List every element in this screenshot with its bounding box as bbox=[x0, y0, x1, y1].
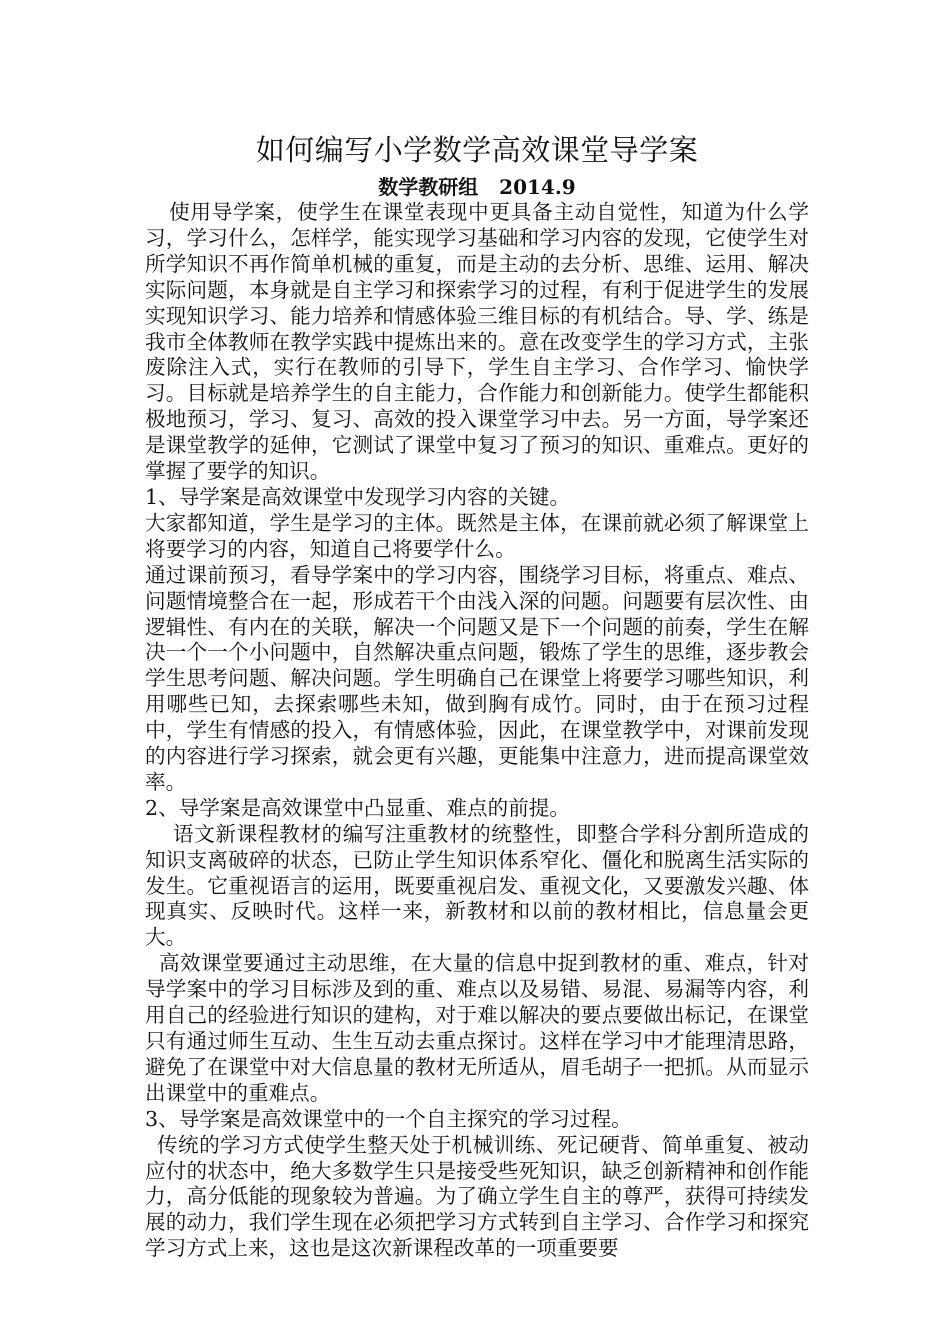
document-page bbox=[145, 128, 809, 1262]
paragraph-intro: 使用导学案，使学生在课堂表现中更具备主动自觉性，知道为什么学习，学习什么，怎样学，能实现学习基础和学习内容的发现，它使学生对所学知识不再作简单机械的重复，而是主动的去分析、思维、运用、解决实际问题，本身就是自主学习和探索学习的过程，有利于促进学生的发展实现知识学习、能力培养和情感体验三维目标的有机结合。导、学、练是我市全体教师在教学实践中提炼出来的。意在改变学生的学习方式，主张废除注入式，实行在教师的引导下，学生自主学习、合作学习、愉快学习。目标就是培养学生的自主能力，合作能力和创新能力。使学生都能积极地预习，学习、复习、高效的投入课堂学习中去。另一方面，导学案还是课堂教学的延伸，它测试了课堂中复习了预习的知识、重难点。更好的掌握了要学的知识。 bbox=[145, 200, 809, 484]
paragraph-2b: 高效课堂要通过主动思维，在大量的信息中捉到教材的重、难点，针对导学案中的学习目标涉及到的重、难点以及易错、易混、易漏等内容，利用自己的经验进行知识的建构，对于难以解决的要点要做出标记，在课堂只有通过师生互动、生生互动去重点探讨。这样在学习中才能理清思路，避免了在课堂中对大信息量的教材无所适从，眉毛胡子一把抓。从而显示出课堂中的重难点。 bbox=[145, 951, 809, 1105]
paragraph-3a: 传统的学习方式使学生整天处于机械训练、死记硬背、简单重复、被动应付的状态中，绝大多数学生只是接受些死知识，缺乏创新精神和创作能力，高分低能的现象较为普遍。为了确立学生自主的尊严，获得可持续发展的动力，我们学生现在必须把学习方式转到自主学习、合作学习和探究学习方式上来，这也是这次新课程改革的一项重要要 bbox=[145, 1132, 809, 1261]
document-title: 如何编写小学数学高效课堂导学案 bbox=[255, 133, 699, 167]
section-heading-2: 2、导学案是高效课堂中凸显重、难点的前提。 bbox=[145, 795, 570, 820]
section-heading-3: 3、导学案是高效课堂中的一个自主探究的学习过程。 bbox=[145, 1106, 632, 1131]
paragraph-1a: 大家都知道，学生是学习的主体。既然是主体，在课前就必须了解课堂上将要学习的内容，知道自己将要学什么。 bbox=[145, 510, 809, 561]
section-heading-1: 1、导学案是高效课堂中发现学习内容的关键。 bbox=[145, 484, 570, 509]
document-subtitle: 数学教研组 2014.9 bbox=[378, 175, 576, 199]
paragraph-2a: 语文新课程教材的编写注重教材的统整性，即整合学科分割所造成的知识支离破碎的状态，已防止学生知识体系窄化、僵化和脱离生活实际的发生。它重视语言的运用，既要重视启发、重视文化，又要激发兴趣、体现真实、反映时代。这样一来，新教材和以前的教材相比，信息量会更大。 bbox=[145, 821, 809, 950]
paragraph-1b: 通过课前预习，看导学案中的学习内容，围绕学习目标，将重点、难点、问题情境整合在一起，形成若干个由浅入深的问题。问题要有层次性、由逻辑性、有内在的关联，解决一个问题又是下一个问题的前奏，学生在解决一个一个小问题中，自然解决重点问题，锻炼了学生的思维，逐步教会学生思考问题、解决问题。学生明确自己在课堂上将要学习哪些知识，利用哪些已知，去探索哪些未知，做到胸有成竹。同时，由于在预习过程中，学生有情感的投入，有情感体验，因此，在课堂教学中，对课前发现的内容进行学习探索，就会更有兴趣，更能集中注意力，进而提高课堂效率。 bbox=[145, 562, 809, 794]
